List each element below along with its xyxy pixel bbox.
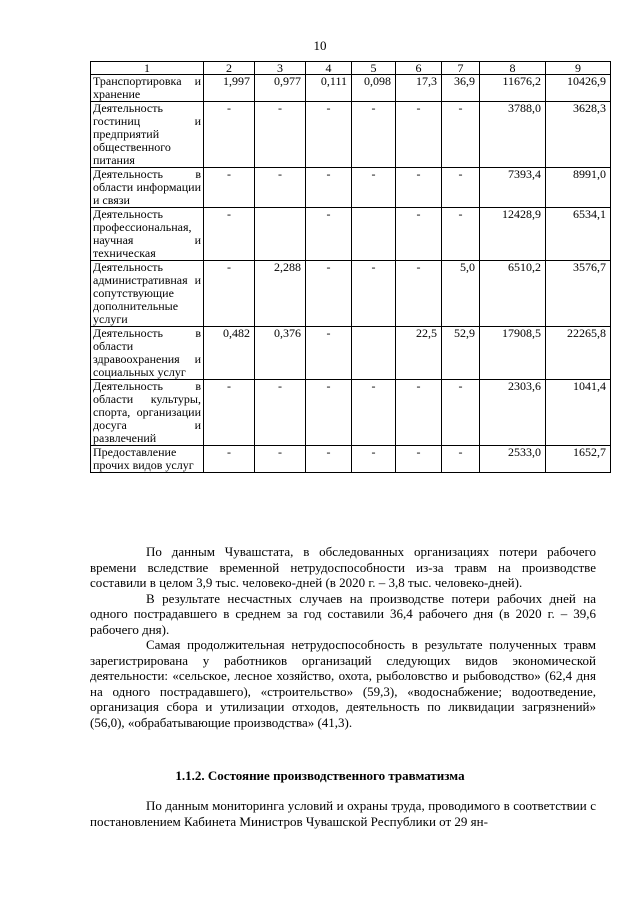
table-cell: - [352,261,396,327]
activity-label: Деятельность профессиональная, научная и техническая [91,208,204,261]
table-cell: - [204,380,255,446]
table-cell: - [204,208,255,261]
table-cell: 6534,1 [546,208,611,261]
table-cell: 22265,8 [546,327,611,380]
table-cell [352,327,396,380]
table-cell: - [255,446,306,473]
table-cell: - [255,168,306,208]
table-cell: - [396,446,442,473]
table-cell: - [352,102,396,168]
table-cell: 3576,7 [546,261,611,327]
table-cell: - [396,102,442,168]
table-cell: - [396,380,442,446]
paragraph: По данным Чувашстата, в обследованных организациях потери рабочего времени вследствие временной нетрудоспособности из-за травм на производстве составили в целом 3,9 тыс. человеко-дней (в 2020 г. – 3,8 тыс. человеко-дней). [90,544,596,590]
column-number: 4 [306,62,352,75]
activity-label: Деятельность в области культуры, спорта, организации досуга и развлечений [91,380,204,446]
column-number: 3 [255,62,306,75]
table-cell: - [306,446,352,473]
table-cell: - [255,380,306,446]
table-cell: - [306,208,352,261]
paragraph: В результате несчастных случаев на производстве потери рабочих дней на одного пострадавшего в среднем за год составили 36,4 рабочего дня (в 2020 г. – 39,6 рабочего дня). [90,590,596,637]
table-cell: 10426,9 [546,75,611,102]
table-cell: 2303,6 [480,380,546,446]
table-cell: - [306,327,352,380]
table-row [91,168,611,208]
table-cell: 36,9 [442,75,480,102]
activity-label: Деятельность в области здравоохранения и социальных услуг [91,327,204,380]
table-cell: - [352,380,396,446]
table-cell: 3628,3 [546,102,611,168]
activity-label: Предоставление прочих видов услуг [91,446,204,473]
table-cell: - [442,446,480,473]
table-cell: - [396,168,442,208]
activity-label: Транспортировка и хранение [91,75,204,102]
injury-statistics-table [90,61,611,473]
table-cell: 6510,2 [480,261,546,327]
table-cell: - [306,380,352,446]
table-cell: 17908,5 [480,327,546,380]
table-cell: 0,482 [204,327,255,380]
table-cell: - [442,168,480,208]
table-cell: 12428,9 [480,208,546,261]
table-row [91,446,611,473]
table-cell [255,208,306,261]
table-body [91,62,611,473]
table-cell: 7393,4 [480,168,546,208]
table-cell: - [306,168,352,208]
table-row [91,261,611,327]
column-number: 1 [91,62,204,75]
table-cell: - [306,261,352,327]
column-number: 2 [204,62,255,75]
table-cell: 52,9 [442,327,480,380]
table-cell: 2533,0 [480,446,546,473]
table-cell: - [204,168,255,208]
table-row [91,208,611,261]
column-number: 8 [480,62,546,75]
page-number: 10 [313,38,327,53]
column-number: 9 [546,62,611,75]
section-heading: 1.1.2. Состояние производственного травматизма [175,768,465,783]
table-cell: - [204,261,255,327]
table-row [91,380,611,446]
table-cell: 11676,2 [480,75,546,102]
activity-label: Деятельность гостиниц и предприятий общественного питания [91,102,204,168]
column-number: 6 [396,62,442,75]
table-row [91,75,611,102]
table-cell: - [442,102,480,168]
table-cell [352,208,396,261]
table-cell: 8991,0 [546,168,611,208]
table-cell: - [396,261,442,327]
section-text [90,798,596,829]
paragraph: Самая продолжительная нетрудоспособность в результате полученных травм зарегистрирована у работников организаций следующих видов экономической деятельности: «сельское, лесное хозяйство, охота, рыболовство и рыбоводство» (62,4 дня на одного пострадавшего), «строительство» (59,3), «водоснабжение; водоотведение, организация сбора и утилизации отходов, деятельность по ликвидации загрязнений» (56,0), «обрабатывающие производства» (41,3). [90,637,596,730]
table-cell: 1652,7 [546,446,611,473]
table-cell: - [255,102,306,168]
table-cell: 2,288 [255,261,306,327]
table-cell: - [306,102,352,168]
table-cell: - [442,380,480,446]
table-cell: 0,111 [306,75,352,102]
table-cell: - [352,168,396,208]
table-cell: 1,997 [204,75,255,102]
table-cell: - [204,102,255,168]
table-cell: 1041,4 [546,380,611,446]
table-cell: 22,5 [396,327,442,380]
body-text [90,544,596,730]
table-cell: 17,3 [396,75,442,102]
table-cell: 3788,0 [480,102,546,168]
table-cell: - [442,208,480,261]
activity-label: Деятельность административная и сопутствующие дополнительные услуги [91,261,204,327]
table-row [91,327,611,380]
table-cell: 0,977 [255,75,306,102]
table-cell: - [396,208,442,261]
table-cell: - [204,446,255,473]
paragraph: По данным мониторинга условий и охраны труда, проводимого в соответствии с постановлением Кабинета Министров Чувашской Республики от 29 ян- [90,798,596,829]
column-number: 7 [442,62,480,75]
table-cell: 5,0 [442,261,480,327]
table-row [91,102,611,168]
column-number: 5 [352,62,396,75]
table-cell: - [352,446,396,473]
activity-label: Деятельность в области информации и связи [91,168,204,208]
table-header-row [91,62,611,75]
table-cell: 0,376 [255,327,306,380]
table-cell: 0,098 [352,75,396,102]
